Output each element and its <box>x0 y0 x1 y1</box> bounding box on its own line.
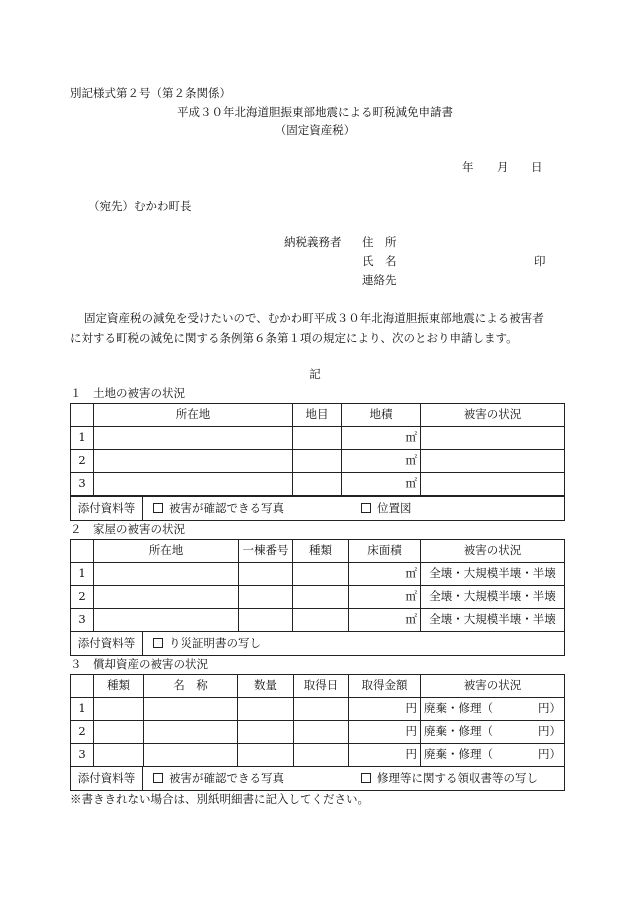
building-no-cell[interactable] <box>239 609 293 632</box>
asset-col-name: 名 称 <box>144 675 238 698</box>
acquired-date-cell[interactable] <box>294 698 349 721</box>
asset-col-type: 種類 <box>94 675 144 698</box>
attach-option-photo[interactable]: 被害が確認できる写真 <box>153 773 361 785</box>
floor-area-cell[interactable]: ㎡ <box>349 609 421 632</box>
land-table <box>70 403 565 496</box>
type-cell[interactable] <box>94 721 144 744</box>
attach-option-disaster-certificate[interactable]: り災証明書の写し <box>153 636 261 650</box>
row-number: 2 <box>71 586 94 609</box>
checkbox[interactable] <box>361 503 371 513</box>
table-row <box>71 744 565 767</box>
damage-cell[interactable]: 廃棄・修理（ 円） <box>421 698 565 721</box>
row-number: 1 <box>71 427 94 450</box>
asset-attachments <box>70 766 565 791</box>
asset-col-acquired-date: 取得日 <box>294 675 349 698</box>
acquired-date-cell[interactable] <box>294 721 349 744</box>
section-2-heading: ２ 家屋の被害の状況 <box>70 522 185 536</box>
attach-option-photo[interactable]: 被害が確認できる写真 <box>153 503 361 515</box>
section-1-heading: １ 土地の被害の状況 <box>70 386 185 400</box>
acquired-amount-cell[interactable]: 円 <box>349 698 421 721</box>
section-3-heading: ３ 償却資産の被害の状況 <box>70 657 208 671</box>
type-cell[interactable] <box>94 744 144 767</box>
house-col-location: 所在地 <box>94 540 239 563</box>
category-cell[interactable] <box>293 427 342 450</box>
building-no-cell[interactable] <box>239 586 293 609</box>
attach-label: 添付資料等 <box>71 632 143 656</box>
row-number: 2 <box>71 450 94 473</box>
house-col-building-no: 一棟番号 <box>239 540 293 563</box>
checkbox[interactable] <box>361 773 371 783</box>
damage-cell[interactable]: 廃棄・修理（ 円） <box>421 744 565 767</box>
house-col-damage: 被害の状況 <box>421 540 565 563</box>
damage-options[interactable]: 全壊・大規模半壊・半壊 <box>421 563 565 586</box>
name-label: 氏 名 <box>362 254 397 268</box>
damage-cell[interactable] <box>421 450 565 473</box>
form-subtitle: （固定資産税） <box>274 123 356 137</box>
area-cell[interactable]: ㎡ <box>342 427 421 450</box>
quantity-cell[interactable] <box>238 744 294 767</box>
table-row <box>71 586 565 609</box>
row-number: 1 <box>71 563 94 586</box>
category-cell[interactable] <box>293 450 342 473</box>
type-cell[interactable] <box>293 586 349 609</box>
land-col-area: 地積 <box>342 404 421 427</box>
row-number: 3 <box>71 609 94 632</box>
damage-cell[interactable] <box>421 473 565 496</box>
house-attachments <box>70 631 565 656</box>
location-cell[interactable] <box>94 450 293 473</box>
type-cell[interactable] <box>293 609 349 632</box>
asset-table <box>70 674 565 767</box>
damage-options[interactable]: 全壊・大規模半壊・半壊 <box>421 586 565 609</box>
checkbox[interactable] <box>153 773 163 783</box>
acquired-amount-cell[interactable]: 円 <box>349 744 421 767</box>
taxpayer-label: 納税義務者 <box>284 235 342 249</box>
asset-col-quantity: 数量 <box>238 675 294 698</box>
type-cell[interactable] <box>293 563 349 586</box>
house-col-floor-area: 床面積 <box>349 540 421 563</box>
body-line-2: に対する町税の減免に関する条例第６条第１項の規定により、次のとおり申請します。 <box>70 331 518 345</box>
location-cell[interactable] <box>94 609 239 632</box>
damage-cell[interactable] <box>421 427 565 450</box>
area-cell[interactable]: ㎡ <box>342 450 421 473</box>
contact-label: 連絡先 <box>362 273 397 287</box>
body-line-1: 固定資産税の減免を受けたいので、むかわ町平成３０年北海道胆振東部地震による被害者 <box>84 311 544 325</box>
table-row <box>71 427 565 450</box>
attach-option-location-map[interactable]: 位置図 <box>361 501 412 515</box>
quantity-cell[interactable] <box>238 721 294 744</box>
row-number: 1 <box>71 698 94 721</box>
building-no-cell[interactable] <box>239 563 293 586</box>
location-cell[interactable] <box>94 563 239 586</box>
attach-label: 添付資料等 <box>71 767 143 791</box>
location-cell[interactable] <box>94 427 293 450</box>
form-number: 別記様式第２号（第２条関係） <box>70 86 231 100</box>
floor-area-cell[interactable]: ㎡ <box>349 563 421 586</box>
footnote: ※書ききれない場合は、別紙明細書に記入してください。 <box>70 792 369 806</box>
asset-col-acquired-amount: 取得金額 <box>349 675 421 698</box>
address-label: 住 所 <box>362 235 397 249</box>
date-day: 日 <box>531 160 543 174</box>
table-row <box>71 473 565 496</box>
form-title: 平成３０年北海道胆振東部地震による町税減免申請書 <box>177 105 453 119</box>
table-row <box>71 721 565 744</box>
house-table <box>70 539 565 632</box>
addressee: （宛先）むかわ町長 <box>88 199 192 213</box>
quantity-cell[interactable] <box>238 698 294 721</box>
acquired-amount-cell[interactable]: 円 <box>349 721 421 744</box>
type-cell[interactable] <box>94 698 144 721</box>
date-month: 月 <box>497 160 509 174</box>
name-cell[interactable] <box>144 721 238 744</box>
location-cell[interactable] <box>94 473 293 496</box>
acquired-date-cell[interactable] <box>294 744 349 767</box>
row-number: 3 <box>71 744 94 767</box>
attach-option-repair-receipts[interactable]: 修理等に関する領収書等の写し <box>361 771 538 785</box>
damage-cell[interactable]: 廃棄・修理（ 円） <box>421 721 565 744</box>
date-year: 年 <box>462 160 474 174</box>
table-row <box>71 609 565 632</box>
floor-area-cell[interactable]: ㎡ <box>349 586 421 609</box>
category-cell[interactable] <box>293 473 342 496</box>
table-row <box>71 698 565 721</box>
checkbox[interactable] <box>153 503 163 513</box>
area-cell[interactable]: ㎡ <box>342 473 421 496</box>
asset-col-damage: 被害の状況 <box>421 675 565 698</box>
table-row <box>71 450 565 473</box>
table-row <box>71 563 565 586</box>
row-number: 2 <box>71 721 94 744</box>
attach-label: 添付資料等 <box>71 497 143 521</box>
land-col-category: 地目 <box>293 404 342 427</box>
seal-mark: 印 <box>534 254 546 268</box>
land-col-location: 所在地 <box>94 404 293 427</box>
land-col-damage: 被害の状況 <box>421 404 565 427</box>
house-col-type: 種類 <box>293 540 349 563</box>
name-cell[interactable] <box>144 744 238 767</box>
damage-options[interactable]: 全壊・大規模半壊・半壊 <box>421 609 565 632</box>
checkbox[interactable] <box>153 638 163 648</box>
location-cell[interactable] <box>94 586 239 609</box>
row-number: 3 <box>71 473 94 496</box>
ki-marker: 記 <box>309 367 321 381</box>
name-cell[interactable] <box>144 698 238 721</box>
land-attachments <box>70 496 565 521</box>
